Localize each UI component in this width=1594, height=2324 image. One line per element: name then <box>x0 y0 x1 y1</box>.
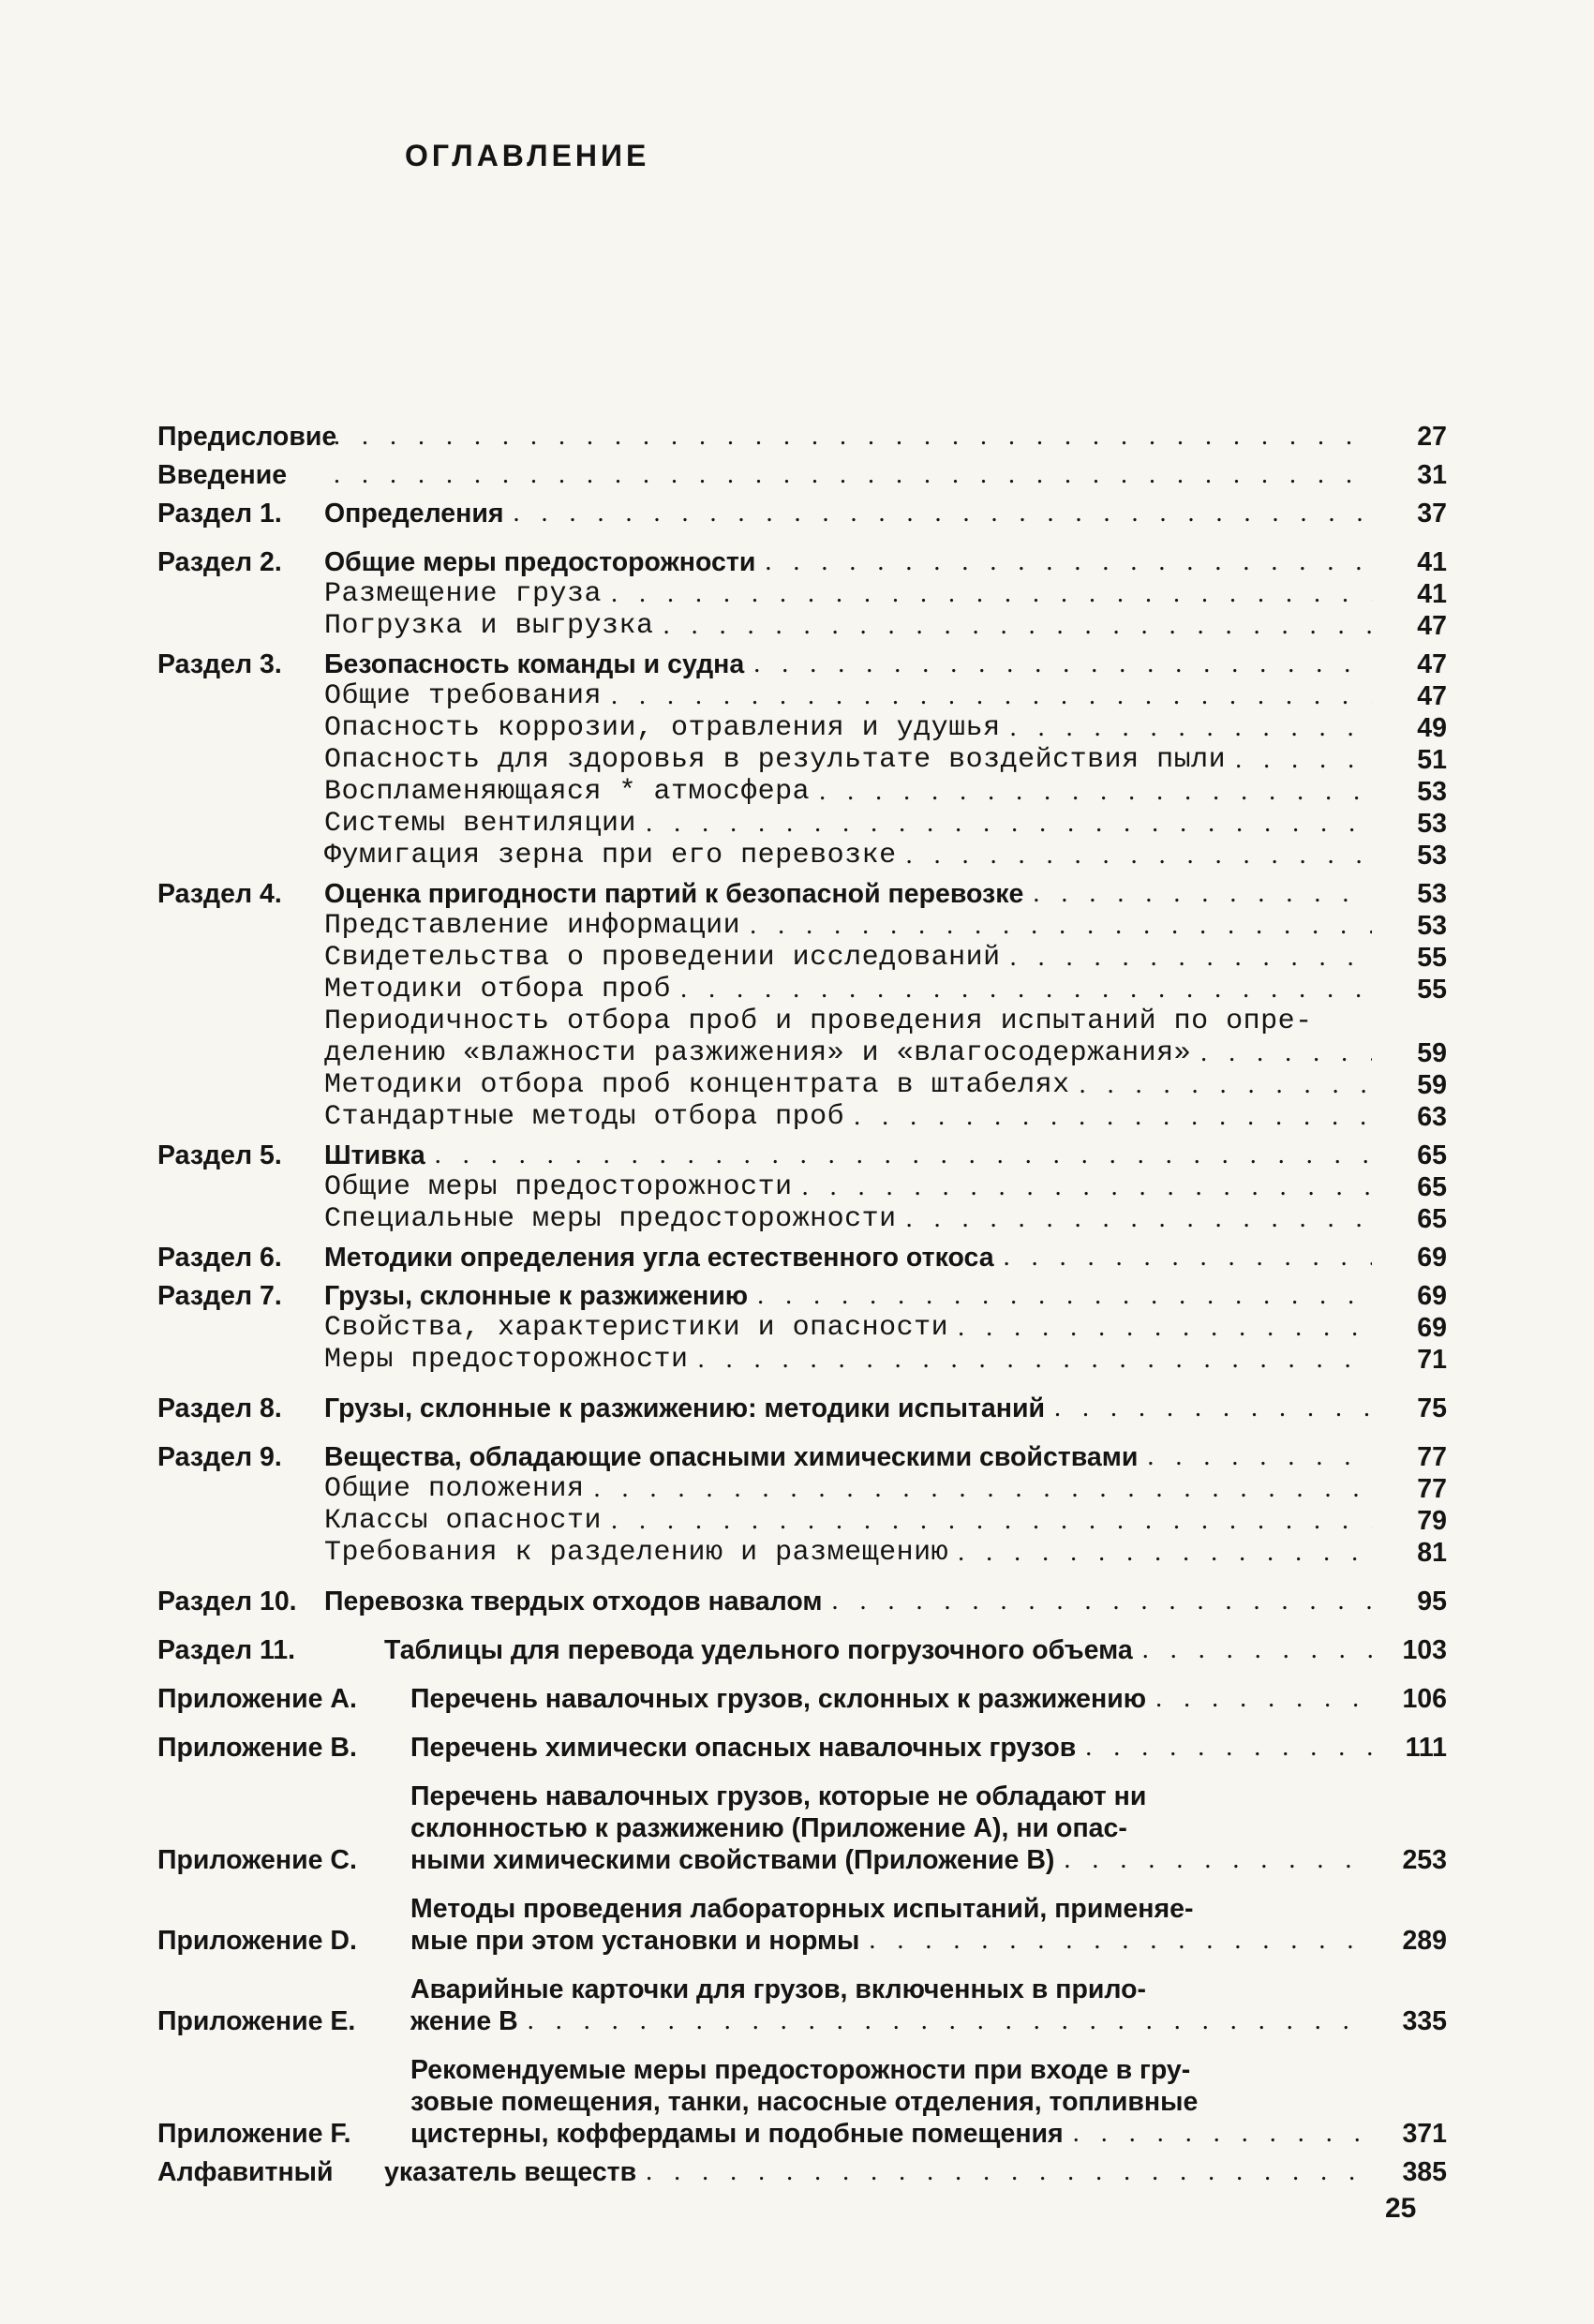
toc-entry-title: Общие положения <box>324 1473 585 1505</box>
toc-entry <box>157 546 1460 578</box>
toc-entry <box>157 680 1460 712</box>
toc-entry <box>157 1280 1460 1312</box>
toc-entry <box>157 878 1460 910</box>
toc-entry-page: 289 <box>1402 1926 1447 1956</box>
toc-entry <box>157 459 1460 491</box>
toc-entry <box>157 1344 1460 1376</box>
dot-leader <box>334 459 1372 491</box>
dot-leader <box>906 1203 1372 1235</box>
toc-entry <box>157 1393 1460 1424</box>
toc-entry-title: Специальные меры предосторожности <box>324 1203 897 1235</box>
toc-entry-title: цистерны, коффердамы и подобные помещения <box>410 2119 1064 2149</box>
dot-leader <box>611 1505 1372 1537</box>
dot-leader <box>680 974 1372 1006</box>
toc-entry-page: 69 <box>1417 1281 1447 1311</box>
toc-entry <box>157 1505 1460 1537</box>
dot-leader <box>750 910 1372 942</box>
dot-leader <box>594 1473 1372 1505</box>
toc-entry-page: 69 <box>1417 1243 1447 1273</box>
dot-leader <box>646 2156 1372 2188</box>
toc-entry-page: 75 <box>1417 1393 1447 1423</box>
toc-entry-title: Свидетельства о проведении исследований <box>324 942 1001 974</box>
toc-entry-title: Представление информации <box>324 910 741 942</box>
toc-entry-title: Грузы, склонные к разжижению: методики испытаний <box>324 1393 1045 1423</box>
toc-entry-title: Методики отбора проб <box>324 974 672 1006</box>
toc-entry <box>157 1732 1460 1764</box>
dot-leader <box>906 840 1372 872</box>
dot-leader <box>1004 1242 1372 1274</box>
toc-entry-title: Общие требования <box>324 680 603 712</box>
page-title: ОГЛАВЛЕНИЕ <box>405 139 650 172</box>
toc-entry-prefix: Предисловие <box>157 422 337 452</box>
toc-entry-title: Опасность для здоровья в результате воздействия пыли <box>324 744 1227 776</box>
toc-entry-title: указатель веществ <box>384 2157 637 2187</box>
toc-entry-page: 335 <box>1402 2006 1447 2036</box>
toc-entry-page: 59 <box>1417 1070 1447 1100</box>
toc-entry-prefix: Приложение E. <box>157 2006 356 2036</box>
toc-entry-title: Общие меры предосторожности <box>324 1171 793 1203</box>
toc-entry <box>157 1140 1460 1171</box>
toc-entry-prefix: Приложение F. <box>157 2119 351 2149</box>
toc-entry <box>157 744 1460 776</box>
toc-entry-title: Вещества, обладающие опасными химическими свойствами <box>324 1442 1139 1472</box>
toc-entry-title: мые при этом установки и нормы <box>410 1926 860 1956</box>
toc-entry-page: 103 <box>1402 1635 1447 1665</box>
toc-entry-line: Периодичность отбора проб и проведения испытаний по опре- <box>324 1006 1313 1037</box>
toc-entry-page: 27 <box>1417 422 1447 452</box>
dot-leader <box>958 1537 1372 1569</box>
toc-entry <box>157 610 1460 642</box>
toc-entry-title: Общие меры предосторожности <box>324 547 756 577</box>
toc-entry <box>157 1203 1460 1235</box>
dot-leader <box>753 648 1372 680</box>
dot-leader <box>1073 2118 1372 2150</box>
toc-entry-prefix: Приложение C. <box>157 1845 357 1875</box>
dot-leader <box>1200 1037 1372 1069</box>
toc-entry-title: Классы опасности <box>324 1505 603 1537</box>
toc-entry-page: 63 <box>1417 1102 1447 1132</box>
toc-entry-title: ными химическими свойствами (Приложение B) <box>410 1845 1055 1875</box>
dot-leader <box>1010 712 1372 744</box>
toc-entry-page: 55 <box>1417 943 1447 973</box>
toc-entry <box>157 1069 1460 1101</box>
toc-entry-line: Методы проведения лабораторных испытаний, применяе- <box>410 1894 1194 1924</box>
dot-leader <box>663 610 1372 642</box>
toc-entry-page: 106 <box>1402 1684 1447 1714</box>
toc-entry-prefix: Раздел 11. <box>157 1635 296 1665</box>
toc-entry <box>157 2054 1460 2150</box>
toc-entry <box>157 1441 1460 1473</box>
toc-entry <box>157 1683 1460 1715</box>
toc-entry-prefix: Раздел 4. <box>157 879 282 909</box>
toc-entry-prefix: Раздел 9. <box>157 1442 282 1472</box>
toc-entry-title: Системы вентиляции <box>324 808 637 840</box>
toc-entry-prefix: Раздел 5. <box>157 1140 282 1170</box>
toc-entry-page: 371 <box>1402 2119 1447 2149</box>
toc-entry-page: 79 <box>1417 1506 1447 1536</box>
toc-entry-page: 65 <box>1417 1204 1447 1234</box>
toc-entry-prefix: Раздел 1. <box>157 499 282 529</box>
toc-entry-title: Грузы, склонные к разжижению <box>324 1281 749 1311</box>
dot-leader <box>646 808 1372 840</box>
toc-entry <box>157 1586 1460 1617</box>
dot-leader <box>1010 942 1372 974</box>
toc-entry <box>157 578 1460 610</box>
toc-entry-prefix: Алфавитный <box>157 2157 334 2187</box>
dot-leader <box>1142 1634 1372 1666</box>
dot-leader <box>832 1586 1373 1617</box>
toc-entry-title: Оценка пригодности партий к безопасной перевозке <box>324 879 1024 909</box>
dot-leader <box>1064 1844 1372 1876</box>
toc-entry-title: Перечень навалочных грузов, склонных к разжижению <box>410 1684 1147 1714</box>
toc-entry-page: 111 <box>1405 1733 1447 1763</box>
toc-entry <box>157 1312 1460 1344</box>
toc-entry-line: зовые помещения, танки, насосные отделения, топливные <box>410 2087 1199 2117</box>
dot-leader <box>1147 1441 1372 1473</box>
toc-entry-page: 51 <box>1417 745 1447 775</box>
toc-entry-page: 49 <box>1417 713 1447 743</box>
dot-leader <box>1054 1393 1372 1424</box>
toc-entry-prefix: Приложение B. <box>157 1733 357 1763</box>
toc-entry-page: 77 <box>1417 1474 1447 1504</box>
toc-entry-page: 385 <box>1402 2157 1447 2187</box>
toc-entry-page: 69 <box>1417 1313 1447 1343</box>
toc-entry-page: 55 <box>1417 975 1447 1005</box>
toc-entry <box>157 498 1460 529</box>
toc-entry <box>157 1780 1460 1876</box>
toc-entry-prefix: Введение <box>157 460 288 490</box>
toc-entry-page: 47 <box>1417 649 1447 679</box>
toc-entry <box>157 808 1460 840</box>
toc-entry <box>157 1893 1460 1957</box>
toc-entry-page: 41 <box>1417 579 1447 609</box>
toc-entry-page: 59 <box>1417 1038 1447 1068</box>
dot-leader <box>1085 1732 1372 1764</box>
dot-leader <box>334 421 1372 453</box>
toc-entry-title: Перевозка твердых отходов навалом <box>324 1587 823 1616</box>
toc-entry <box>157 1473 1460 1505</box>
toc-entry <box>157 974 1460 1006</box>
toc-entry-title: Перечень химически опасных навалочных грузов <box>410 1733 1077 1763</box>
toc-entry-page: 37 <box>1417 499 1447 529</box>
toc-entry <box>157 712 1460 744</box>
toc-entry <box>157 1101 1460 1133</box>
dot-leader <box>528 2005 1372 2037</box>
toc-entry-title: Свойства, характеристики и опасности <box>324 1312 949 1344</box>
toc-entry-prefix: Раздел 2. <box>157 547 282 577</box>
toc-entry-title: жение B <box>410 2006 518 2036</box>
toc-entry-prefix: Раздел 3. <box>157 649 282 679</box>
toc-entry <box>157 840 1460 872</box>
dot-leader <box>1033 878 1372 910</box>
toc-entry <box>157 2156 1460 2188</box>
toc-entry-page: 31 <box>1417 460 1447 490</box>
toc-entry <box>157 1974 1460 2037</box>
toc-entry-title: Определения <box>324 499 504 529</box>
toc-entry-page: 81 <box>1417 1538 1447 1568</box>
toc-entry-line: склонностью к разжижению (Приложение A), ни опас- <box>410 1813 1127 1843</box>
toc-entry-page: 53 <box>1417 809 1447 839</box>
toc-entry-title: Фумигация зерна при его перевозке <box>324 840 897 872</box>
toc-entry-page: 53 <box>1417 841 1447 871</box>
toc-entry-prefix: Раздел 7. <box>157 1281 282 1311</box>
dot-leader <box>611 680 1372 712</box>
toc-entry-line: Перечень навалочных грузов, которые не обладают ни <box>410 1781 1147 1811</box>
toc-entry-page: 77 <box>1417 1442 1447 1472</box>
toc-entry-page: 53 <box>1417 777 1447 807</box>
toc-entry-title: Требования к разделению и размещению <box>324 1537 949 1569</box>
toc-entry-title: Меры предосторожности <box>324 1344 689 1376</box>
toc-entry-title: Погрузка и выгрузка <box>324 610 654 642</box>
dot-leader <box>869 1925 1372 1957</box>
toc-entry-page: 47 <box>1417 681 1447 711</box>
toc-entry <box>157 1171 1460 1203</box>
toc-entry-title: делению «влажности разжижения» и «влагосодержания» <box>324 1037 1192 1069</box>
toc-entry-page: 47 <box>1417 611 1447 641</box>
dot-leader <box>1155 1683 1372 1715</box>
toc-entry-title: Воспламеняющаяся * атмосфера <box>324 776 811 808</box>
dot-leader <box>854 1101 1372 1133</box>
toc-entry-prefix: Раздел 6. <box>157 1243 282 1273</box>
toc-entry-page: 53 <box>1417 879 1447 909</box>
toc-entry <box>157 942 1460 974</box>
toc-entry <box>157 1006 1460 1069</box>
toc-entry-title: Стандартные методы отбора проб <box>324 1101 845 1133</box>
toc-entry-prefix: Приложение D. <box>157 1926 357 1956</box>
dot-leader <box>435 1140 1372 1171</box>
toc-entry-title: Размещение груза <box>324 578 603 610</box>
dot-leader <box>514 498 1372 529</box>
dot-leader <box>958 1312 1372 1344</box>
toc-entry <box>157 910 1460 942</box>
toc-entry-page: 65 <box>1417 1172 1447 1202</box>
dot-leader <box>698 1344 1372 1376</box>
toc-entry-line: Аварийные карточки для грузов, включенных в прило- <box>410 1974 1147 2004</box>
toc-entry-line: Рекомендуемые меры предосторожности при входе в гру- <box>410 2055 1191 2085</box>
page-number: 25 <box>1385 2193 1417 2224</box>
toc-entry-page: 253 <box>1402 1845 1447 1875</box>
dot-leader <box>802 1171 1372 1203</box>
dot-leader <box>1080 1069 1372 1101</box>
toc-entry-page: 53 <box>1417 911 1447 941</box>
toc-entry-prefix: Приложение A. <box>157 1684 357 1714</box>
toc-entry <box>157 1537 1460 1569</box>
toc-entry <box>157 648 1460 680</box>
dot-leader <box>1235 744 1372 776</box>
toc-entry-title: Безопасность команды и судна <box>324 649 745 679</box>
toc-entry-prefix: Раздел 8. <box>157 1393 282 1423</box>
toc-entry <box>157 1242 1460 1274</box>
toc-entry-title: Штивка <box>324 1140 425 1170</box>
toc-entry-page: 71 <box>1417 1345 1447 1375</box>
table-of-contents <box>157 414 1460 2188</box>
toc-entry-title: Опасность коррозии, отравления и удушья <box>324 712 1001 744</box>
toc-entry <box>157 421 1460 453</box>
dot-leader <box>765 546 1372 578</box>
toc-entry-prefix: Раздел 10. <box>157 1587 297 1616</box>
toc-entry-title: Таблицы для перевода удельного погрузочного объема <box>384 1635 1133 1665</box>
toc-entry-page: 41 <box>1417 547 1447 577</box>
toc-entry <box>157 1634 1460 1666</box>
toc-entry <box>157 776 1460 808</box>
toc-entry-title: Методики определения угла естественного откоса <box>324 1243 994 1273</box>
toc-entry-page: 95 <box>1417 1587 1447 1616</box>
toc-entry-title: Методики отбора проб концентрата в штабелях <box>324 1069 1070 1101</box>
dot-leader <box>757 1280 1372 1312</box>
dot-leader <box>819 776 1372 808</box>
dot-leader <box>611 578 1372 610</box>
toc-entry-page: 65 <box>1417 1140 1447 1170</box>
